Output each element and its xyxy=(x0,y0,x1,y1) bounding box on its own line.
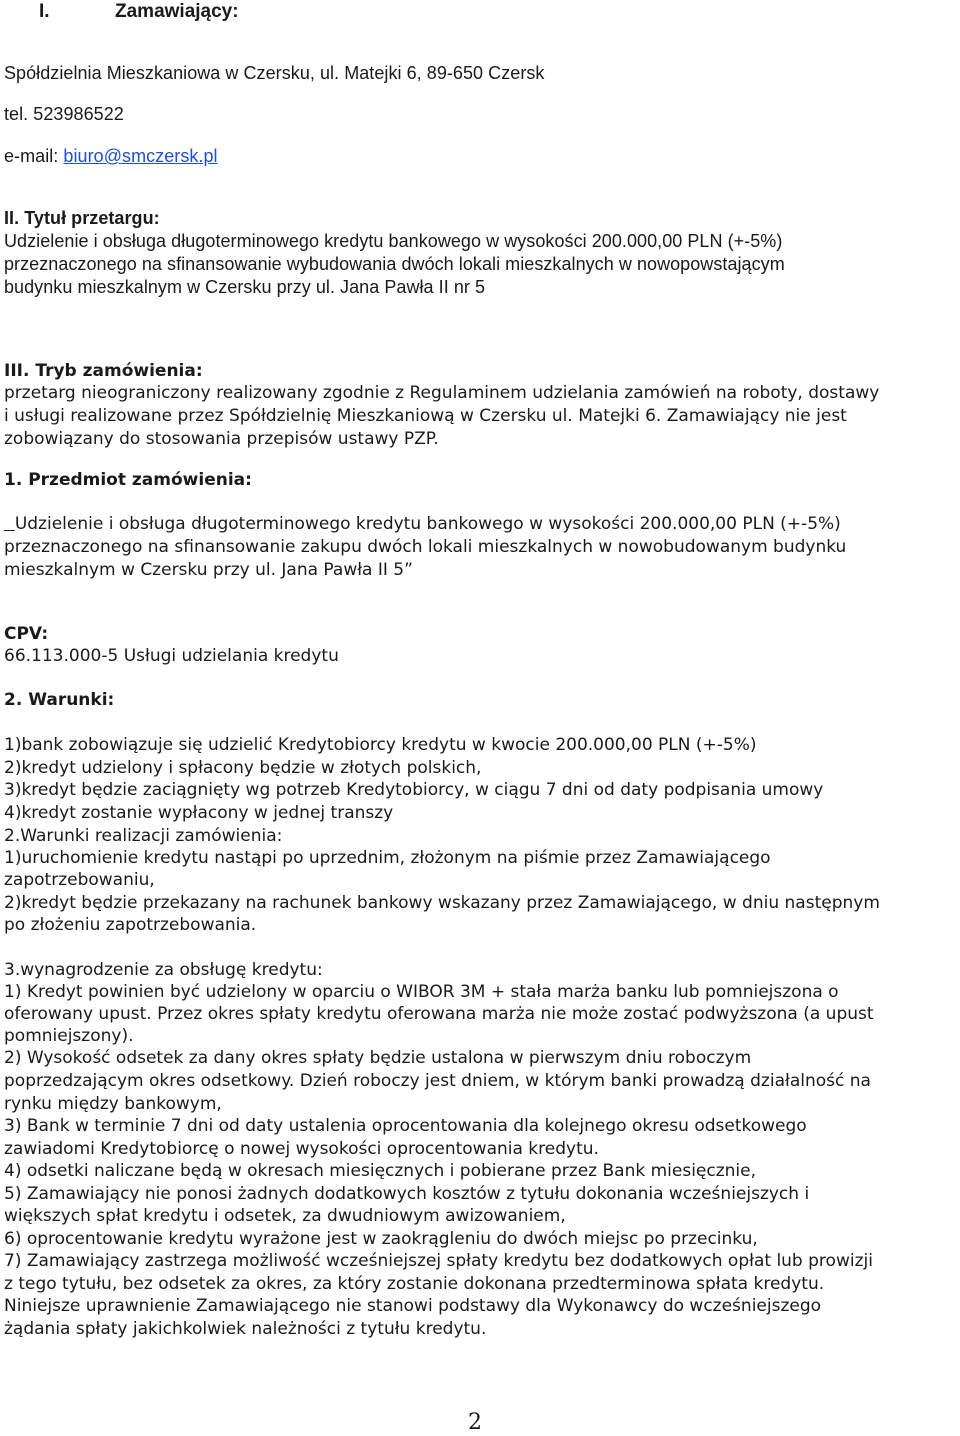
section-2-heading: II. Tytuł przetargu: xyxy=(4,208,160,228)
section-1-number: I. xyxy=(39,1,50,22)
title-line: budynku mieszkalnym w Czersku przy ul. Jana Pawła II nr 5 xyxy=(4,277,486,297)
email-label: e-mail: xyxy=(4,146,59,166)
condition-line: 1)uruchomienie kredytu nastąpi po uprzednim, złożonym na piśmie przez Zamawiającego xyxy=(4,848,771,868)
subject-line: mieszkalnym w Czersku przy ul. Jana Pawła II 5” xyxy=(4,560,413,580)
condition-line: 2)kredyt udzielony i spłacony będzie w złotych polskich, xyxy=(4,758,482,778)
condition-line: zapotrzebowaniu, xyxy=(4,870,155,890)
cpv-heading: CPV: xyxy=(4,624,49,644)
section-1-heading xyxy=(39,0,239,24)
remuneration-line: 3.wynagrodzenie za obsługę kredytu: xyxy=(4,960,323,980)
remuneration-line: 7) Zamawiający zastrzega możliwość wcześniejszej spłaty kredytu bez dodatkowych opłat lub prowizji xyxy=(4,1251,873,1271)
procedure-line: i usługi realizowane przez Spółdzielnię Mieszkaniową w Czersku ul. Matejki 6. Zamawiający nie jest xyxy=(4,406,847,426)
subject-heading: 1. Przedmiot zamówienia: xyxy=(4,470,252,490)
procedure-line: przetarg nieograniczony realizowany zgodnie z Regulaminem udzielania zamówień na roboty, dostawy xyxy=(4,383,880,403)
page-number: 2 xyxy=(468,1410,482,1435)
remuneration-line: Niniejsze uprawnienie Zamawiającego nie stanowi podstawy dla Wykonawcy do wcześniejszego xyxy=(4,1296,822,1316)
remuneration-line: 3) Bank w terminie 7 dni od daty ustalenia oprocentowania dla kolejnego okresu odsetkowego xyxy=(4,1116,807,1136)
subject-underline-start xyxy=(4,514,15,534)
orderer-address: Spółdzielnia Mieszkaniowa w Czersku, ul. Matejki 6, 89-650 Czersk xyxy=(4,63,545,83)
title-line: Udzielenie i obsługa długoterminowego kredytu bankowego w wysokości 200.000,00 PLN (+-5%) xyxy=(4,231,783,251)
remuneration-line: 2) Wysokość odsetek za dany okres spłaty będzie ustalona w pierwszym dniu roboczym xyxy=(4,1048,752,1068)
email-link[interactable]: biuro@smczersk.pl xyxy=(63,146,218,166)
section-3-heading: III. Tryb zamówienia: xyxy=(4,361,203,381)
remuneration-line: pomniejszony). xyxy=(4,1026,134,1046)
remuneration-line: 4) odsetki naliczane będą w okresach miesięcznych i pobierane przez Bank miesięcznie, xyxy=(4,1161,757,1181)
conditions-heading: 2. Warunki: xyxy=(4,690,115,710)
condition-line: 2)kredyt będzie przekazany na rachunek bankowy wskazany przez Zamawiającego, w dniu następnym xyxy=(4,893,880,913)
condition-line: po złożeniu zapotrzebowania. xyxy=(4,915,257,935)
cpv-code: 66.113.000-5 Usługi udzielania kredytu xyxy=(4,646,339,666)
remuneration-line: 6) oprocentowanie kredytu wyrażone jest w zaokrągleniu do dwóch miejsc po przecinku, xyxy=(4,1229,758,1249)
remuneration-line: z tego tytułu, bez odsetek za okres, za który zostanie dokonana przedterminowa spłata kredytu. xyxy=(4,1274,825,1294)
remuneration-line: 5) Zamawiający nie ponosi żadnych dodatkowych kosztów z tytułu dokonania wcześniejszych i xyxy=(4,1184,810,1204)
condition-line: 1)bank zobowiązuje się udzielić Kredytobiorcy kredytu w kwocie 200.000,00 PLN (+-5%) xyxy=(4,735,757,755)
condition-line: 3)kredyt będzie zaciągnięty wg potrzeb Kredytobiorcy, w ciągu 7 dni od daty podpisania umowy xyxy=(4,780,824,800)
remuneration-line: zawiadomi Kredytobiorcę o nowej wysokości oprocentowania kredytu. xyxy=(4,1139,599,1159)
remuneration-line: większych spłat kredytu i odsetek, za dwudniowym awizowaniem, xyxy=(4,1206,566,1226)
remuneration-line: poprzedzającym okres odsetkowy. Dzień roboczy jest dniem, w którym banki prowadzą działalność na xyxy=(4,1071,871,1091)
subject-line: przeznaczonego na sfinansowanie zakupu dwóch lokali mieszkalnych w nowobudowanym budynku xyxy=(4,537,847,557)
orderer-phone: tel. 523986522 xyxy=(4,104,124,124)
remuneration-line: 1) Kredyt powinien być udzielony w oparciu o WIBOR 3M + stała marża banku lub pomniejszona o xyxy=(4,982,839,1002)
procedure-line: zobowiązany do stosowania przepisów ustawy PZP. xyxy=(4,429,439,449)
remuneration-line: żądania spłaty jakichkolwiek należności z tytułu kredytu. xyxy=(4,1319,487,1339)
condition-line: 2.Warunki realizacji zamówienia: xyxy=(4,826,283,846)
remuneration-line: rynku między bankowym, xyxy=(4,1094,222,1114)
title-line: przeznaczonego na sfinansowanie wybudowania dwóch lokali mieszkalnych w nowopowstającym xyxy=(4,254,785,274)
orderer-email-line xyxy=(4,145,218,167)
subject-line: Udzielenie i obsługa długoterminowego kredytu bankowego w wysokości 200.000,00 PLN (+-5%) xyxy=(4,513,841,535)
section-1-title: Zamawiający: xyxy=(115,1,239,22)
condition-line: 4)kredyt zostanie wypłacony w jednej transzy xyxy=(4,803,394,823)
remuneration-line: oferowany upust. Przez okres spłaty kredytu oferowana marża nie może zostać podwyższona (a upust xyxy=(4,1004,874,1024)
